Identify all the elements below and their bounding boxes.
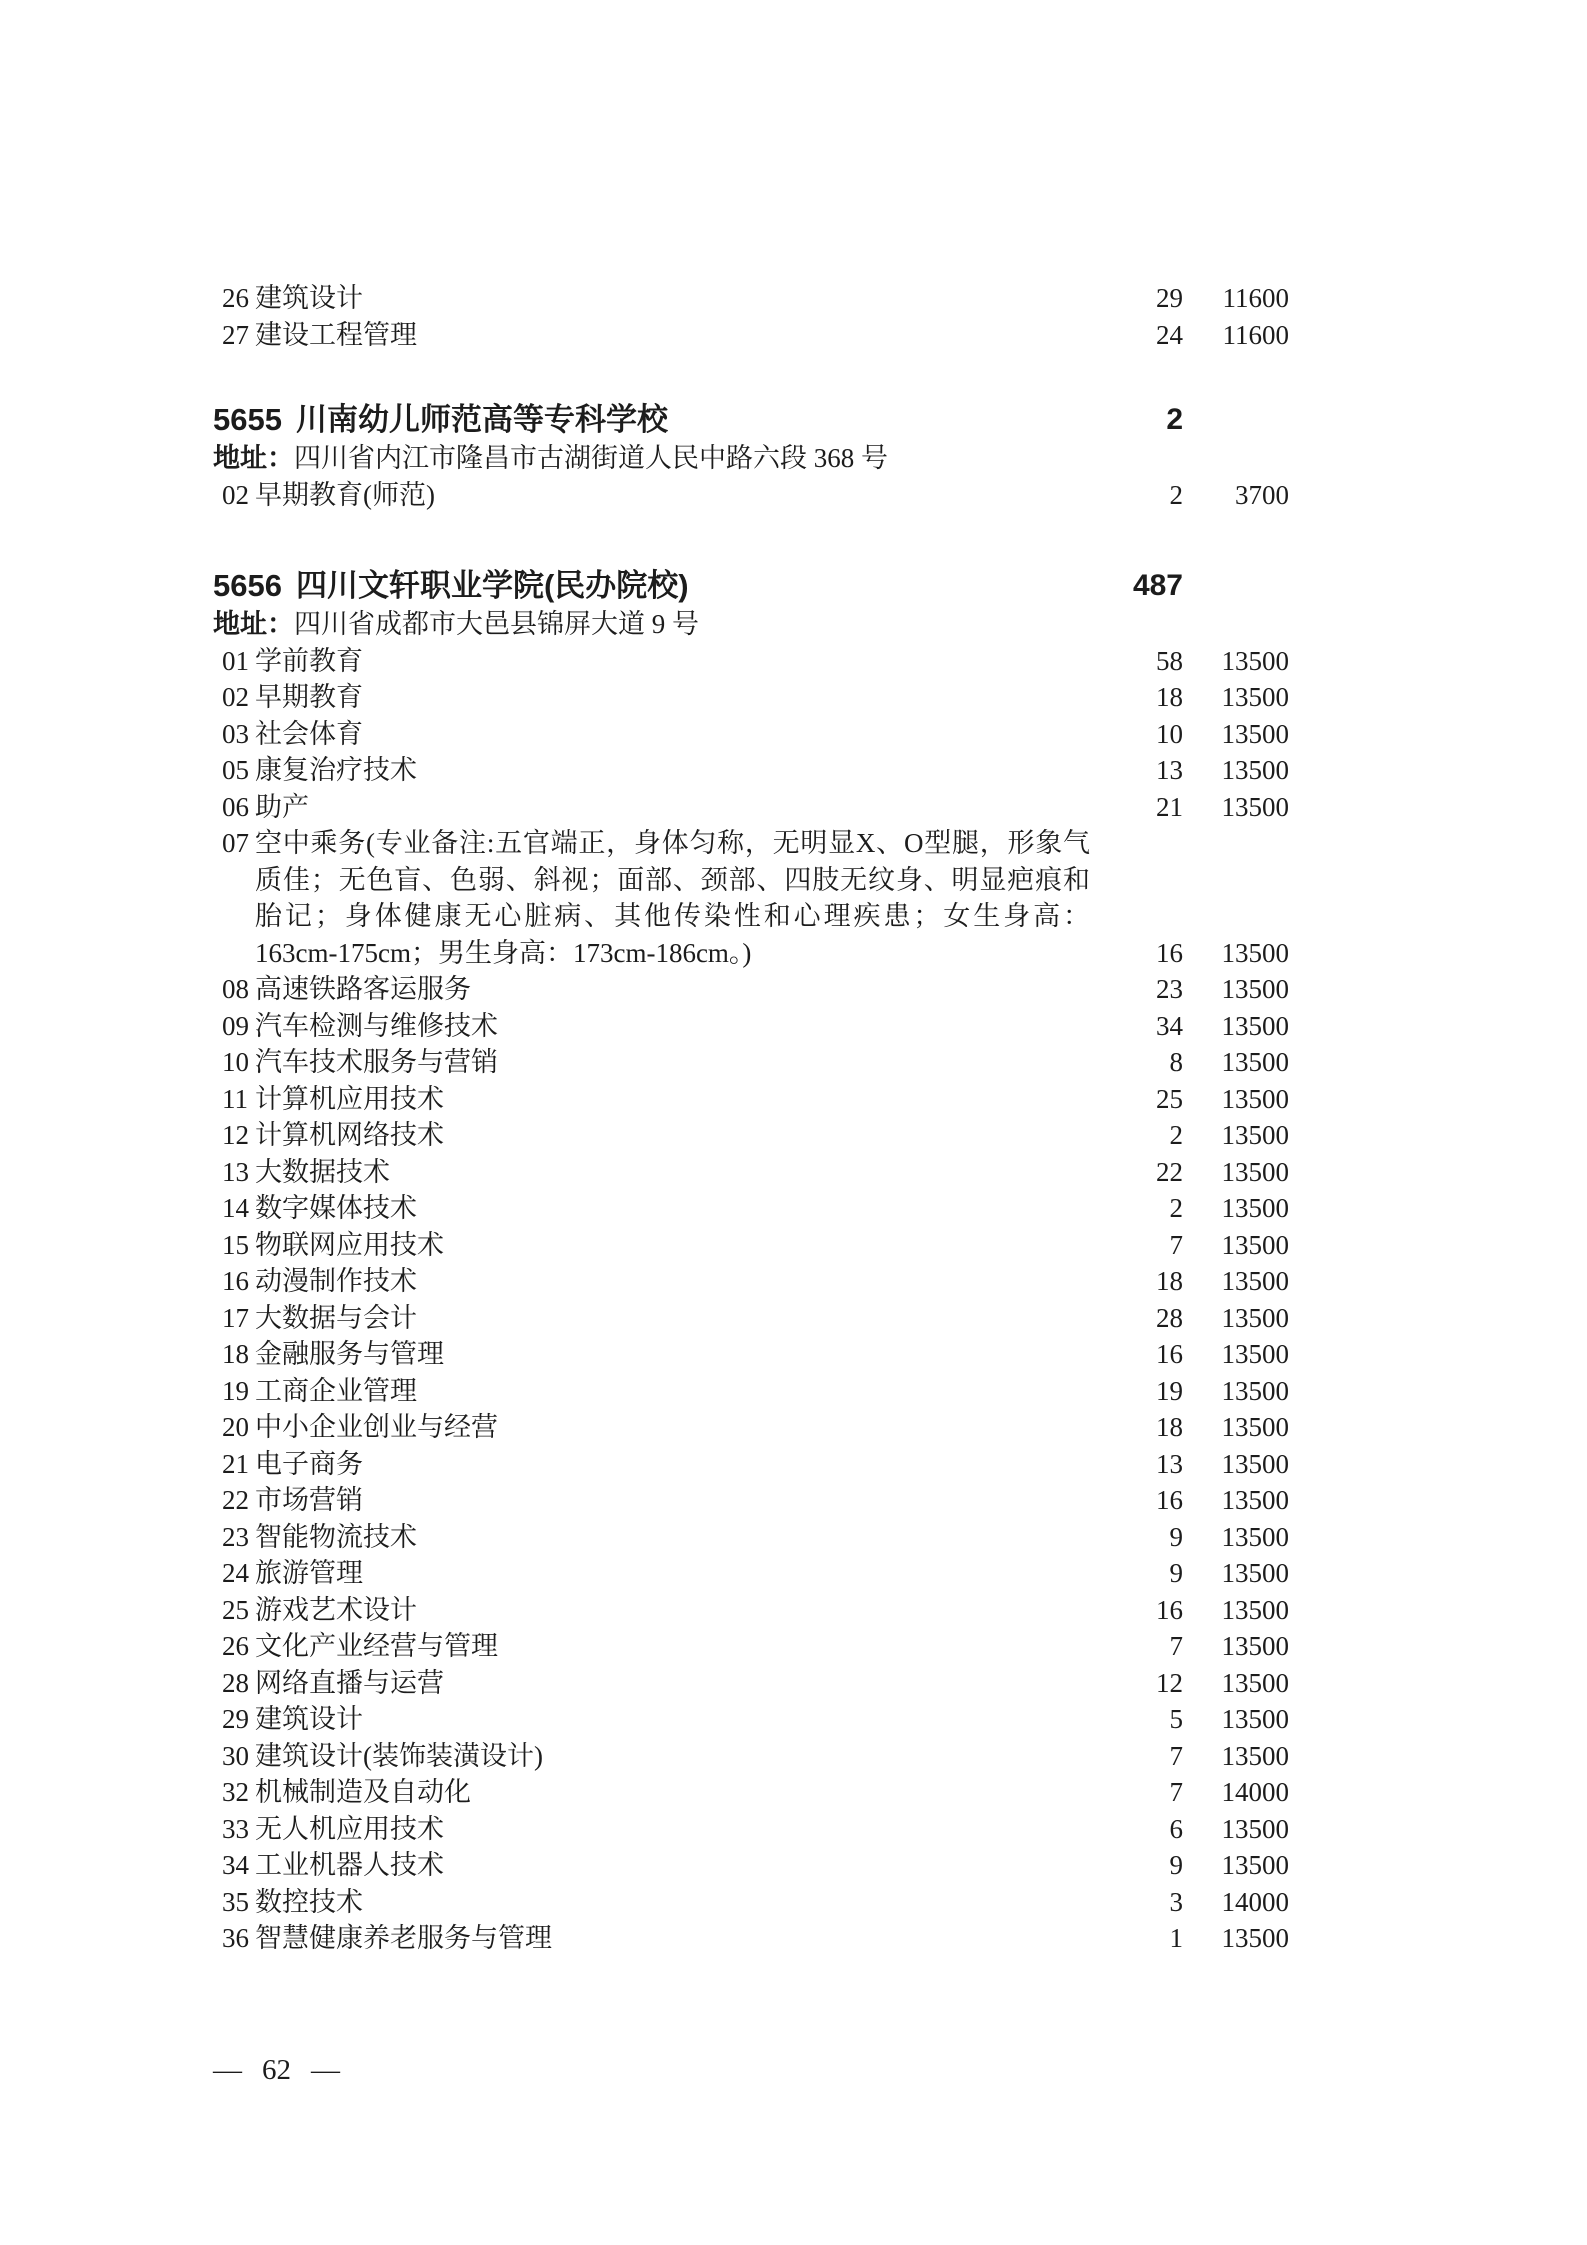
major-plan-count: 2	[1169, 479, 1183, 510]
footer-dash-left: —	[213, 2054, 242, 2086]
school-title	[213, 566, 1133, 606]
major-row	[0, 317, 1587, 354]
major-tuition-fee: 13500	[1221, 1083, 1289, 1114]
major-plan-count: 24	[1156, 319, 1183, 350]
major-plan-count: 18	[1156, 1412, 1183, 1442]
major-code: 08	[222, 974, 249, 1004]
major-row	[0, 1373, 1587, 1410]
school-address-line	[0, 606, 1587, 643]
major-row	[0, 1774, 1587, 1811]
address-text: 四川省成都市大邑县锦屏大道 9 号	[294, 609, 699, 639]
page-number: 62	[262, 2054, 291, 2086]
major-row	[0, 477, 1587, 514]
school-code: 5655	[213, 402, 282, 437]
major-row	[0, 789, 1587, 826]
major-name: 空中乘务(专业备注:五官端正，身体匀称，无明显X、O型腿，形象气质佳；无色盲、色弱、斜视；面部、颈部、四肢无纹身、明显疤痕和胎记；身体健康无心脏病、其他传染性和心理疾患；女生身高：163cm-175cm；男生身高：173cm-186cm。)	[255, 828, 1090, 968]
major-row	[0, 280, 1587, 317]
major-row	[0, 1117, 1587, 1154]
major-row	[0, 1154, 1587, 1191]
major-name: 建筑设计	[255, 1704, 363, 1734]
major-name: 建筑设计	[255, 283, 363, 313]
majors-list	[0, 643, 1587, 1957]
major-tuition-fee: 13500	[1221, 937, 1289, 968]
major-plan-count: 5	[1169, 1704, 1183, 1734]
school-code: 5656	[213, 568, 282, 603]
address-label: 地址：	[213, 609, 294, 639]
major-name: 社会体育	[255, 718, 363, 749]
school-name: 川南幼儿师范高等专科学校	[295, 402, 668, 437]
major-tuition-fee: 14000	[1221, 1777, 1289, 1807]
major-tuition-fee: 13500	[1221, 1813, 1289, 1844]
major-tuition-fee: 13500	[1221, 1156, 1289, 1187]
major-row	[0, 679, 1587, 716]
major-tuition-fee: 13500	[1221, 682, 1289, 712]
major-tuition-fee: 13500	[1221, 1302, 1289, 1333]
major-row	[0, 1701, 1587, 1738]
school-name: 四川文轩职业学院(民办院校)	[295, 568, 689, 603]
major-code: 18	[222, 1339, 249, 1369]
major-code: 25	[222, 1594, 249, 1625]
major-code: 10	[222, 1047, 249, 1077]
major-name: 金融服务与管理	[255, 1339, 444, 1369]
major-name: 助产	[255, 791, 309, 822]
major-code: 26	[222, 283, 249, 313]
major-name: 计算机网络技术	[255, 1120, 444, 1150]
major-row	[0, 1884, 1587, 1921]
major-row	[0, 1920, 1587, 1957]
major-name: 无人机应用技术	[255, 1813, 444, 1844]
major-code: 13	[222, 1156, 249, 1187]
major-plan-count: 8	[1169, 1047, 1183, 1077]
major-name: 旅游管理	[255, 1558, 363, 1588]
major-code: 22	[222, 1485, 249, 1515]
major-plan-count: 18	[1156, 1266, 1183, 1296]
major-tuition-fee: 13500	[1221, 791, 1289, 822]
footer-dash-right: —	[311, 2054, 340, 2086]
major-name: 物联网应用技术	[255, 1229, 444, 1260]
major-plan-count: 58	[1156, 645, 1183, 676]
major-name: 游戏艺术设计	[255, 1594, 417, 1625]
major-name: 汽车检测与维修技术	[255, 1010, 498, 1041]
major-plan-count: 18	[1156, 682, 1183, 712]
school-header	[0, 400, 1587, 440]
major-plan-count: 7	[1169, 1229, 1183, 1260]
major-plan-count: 7	[1169, 1777, 1183, 1807]
major-name: 大数据技术	[255, 1156, 390, 1187]
school-block-5655	[0, 400, 1587, 513]
major-tuition-fee: 13500	[1221, 1594, 1289, 1625]
major-code: 28	[222, 1667, 249, 1698]
major-plan-count: 29	[1156, 283, 1183, 313]
major-row	[0, 1409, 1587, 1446]
major-row	[0, 1190, 1587, 1227]
major-row	[0, 1044, 1587, 1081]
major-name: 建筑设计(装饰装潢设计)	[255, 1740, 543, 1771]
major-plan-count: 7	[1169, 1740, 1183, 1771]
major-plan-count: 16	[1156, 1594, 1183, 1625]
major-code: 24	[222, 1558, 249, 1588]
major-plan-count: 13	[1156, 1448, 1183, 1479]
major-code: 35	[222, 1886, 249, 1917]
major-plan-count: 9	[1169, 1558, 1183, 1588]
major-tuition-fee: 13500	[1221, 1120, 1289, 1150]
major-tuition-fee: 11600	[1222, 319, 1289, 350]
major-row	[0, 1336, 1587, 1373]
continued-majors-list	[0, 280, 1587, 353]
major-row	[0, 1811, 1587, 1848]
major-plan-count: 16	[1156, 1485, 1183, 1515]
major-code: 33	[222, 1813, 249, 1844]
major-name: 大数据与会计	[255, 1302, 417, 1333]
major-tuition-fee: 13500	[1221, 718, 1289, 749]
major-row	[0, 1847, 1587, 1884]
major-tuition-fee: 13500	[1221, 1850, 1289, 1880]
major-row	[0, 716, 1587, 753]
major-code: 36	[222, 1923, 249, 1953]
major-tuition-fee: 13500	[1221, 1448, 1289, 1479]
major-row	[0, 1738, 1587, 1775]
address-text: 四川省内江市隆昌市古湖街道人民中路六段 368 号	[294, 443, 888, 473]
major-name: 机械制造及自动化	[255, 1777, 471, 1807]
major-name: 学前教育	[255, 645, 363, 676]
major-name: 网络直播与运营	[255, 1667, 444, 1698]
major-name: 智能物流技术	[255, 1521, 417, 1552]
major-name: 汽车技术服务与营销	[255, 1047, 498, 1077]
major-plan-count: 22	[1156, 1156, 1183, 1187]
major-code: 30	[222, 1740, 249, 1771]
major-code: 21	[222, 1448, 249, 1479]
major-tuition-fee: 13500	[1221, 974, 1289, 1004]
major-code: 34	[222, 1850, 249, 1880]
major-plan-count: 9	[1169, 1850, 1183, 1880]
major-row	[0, 752, 1587, 789]
major-tuition-fee: 13500	[1221, 1521, 1289, 1552]
major-name: 数字媒体技术	[255, 1193, 417, 1223]
major-code: 23	[222, 1521, 249, 1552]
major-tuition-fee: 11600	[1222, 283, 1289, 313]
major-code: 15	[222, 1229, 249, 1260]
school-header	[0, 566, 1587, 606]
major-plan-count: 28	[1156, 1302, 1183, 1333]
major-plan-count: 13	[1156, 755, 1183, 785]
major-name: 建设工程管理	[255, 319, 417, 350]
major-row	[0, 1300, 1587, 1337]
major-plan-count: 25	[1156, 1083, 1183, 1114]
major-code: 32	[222, 1777, 249, 1807]
major-name: 工商企业管理	[255, 1375, 417, 1406]
major-row	[0, 1008, 1587, 1045]
major-tuition-fee: 13500	[1221, 1631, 1289, 1661]
major-tuition-fee: 13500	[1221, 1558, 1289, 1588]
school-block-5656	[0, 566, 1587, 1957]
page-footer	[213, 2052, 340, 2088]
major-code: 03	[222, 718, 249, 749]
major-plan-count: 16	[1156, 1339, 1183, 1369]
major-tuition-fee: 13500	[1221, 645, 1289, 676]
school-total-plan: 487	[1132, 569, 1183, 602]
major-plan-count: 10	[1156, 718, 1183, 749]
major-tuition-fee: 13500	[1221, 1010, 1289, 1041]
major-row	[0, 1665, 1587, 1702]
school-address-line	[0, 440, 1587, 477]
major-plan-count: 16	[1156, 937, 1183, 968]
major-code: 01	[222, 645, 249, 676]
major-name: 计算机应用技术	[255, 1083, 444, 1114]
major-name: 早期教育(师范)	[255, 479, 435, 510]
major-plan-count: 3	[1169, 1886, 1183, 1917]
major-row	[0, 971, 1587, 1008]
major-tuition-fee: 13500	[1221, 1193, 1289, 1223]
major-name: 中小企业创业与经营	[255, 1412, 498, 1442]
major-tuition-fee: 13500	[1221, 755, 1289, 785]
major-row	[0, 1227, 1587, 1264]
school-total-plan: 2	[1166, 403, 1183, 436]
major-name: 数控技术	[255, 1886, 363, 1917]
major-tuition-fee: 13500	[1221, 1229, 1289, 1260]
major-code: 26	[222, 1631, 249, 1661]
major-code: 20	[222, 1412, 249, 1442]
major-row	[0, 1482, 1587, 1519]
major-name: 工业机器人技术	[255, 1850, 444, 1880]
major-tuition-fee: 13500	[1221, 1485, 1289, 1515]
major-code: 05	[222, 755, 249, 785]
major-plan-count: 6	[1169, 1813, 1183, 1844]
major-code: 29	[222, 1704, 249, 1734]
major-name: 早期教育	[255, 682, 363, 712]
major-code: 19	[222, 1375, 249, 1406]
major-code: 06	[222, 791, 249, 822]
major-row	[0, 1628, 1587, 1665]
major-plan-count: 9	[1169, 1521, 1183, 1552]
major-tuition-fee: 13500	[1221, 1740, 1289, 1771]
majors-list	[0, 477, 1587, 514]
major-code: 11	[222, 1083, 248, 1114]
major-row	[0, 1081, 1587, 1118]
major-code: 27	[222, 319, 249, 350]
school-title	[213, 400, 1166, 440]
major-name: 康复治疗技术	[255, 755, 417, 785]
major-plan-count: 21	[1156, 791, 1183, 822]
major-row	[0, 1446, 1587, 1483]
major-code: 09	[222, 1010, 249, 1041]
major-plan-count: 2	[1169, 1120, 1183, 1150]
major-code: 14	[222, 1193, 249, 1223]
major-code: 12	[222, 1120, 249, 1150]
major-code: 02	[222, 682, 249, 712]
major-name: 智慧健康养老服务与管理	[255, 1923, 552, 1953]
major-tuition-fee: 13500	[1221, 1667, 1289, 1698]
major-tuition-fee: 13500	[1221, 1412, 1289, 1442]
major-plan-count: 1	[1169, 1923, 1183, 1953]
major-tuition-fee: 13500	[1221, 1923, 1289, 1953]
major-row	[0, 1592, 1587, 1629]
major-plan-count: 2	[1169, 1193, 1183, 1223]
major-tuition-fee: 13500	[1221, 1704, 1289, 1734]
major-name: 动漫制作技术	[255, 1266, 417, 1296]
major-plan-count: 34	[1156, 1010, 1183, 1041]
major-tuition-fee: 14000	[1221, 1886, 1289, 1917]
major-tuition-fee: 13500	[1221, 1266, 1289, 1296]
major-name: 电子商务	[255, 1448, 363, 1479]
major-code: 16	[222, 1266, 249, 1296]
major-tuition-fee: 13500	[1221, 1047, 1289, 1077]
address-label: 地址：	[213, 443, 294, 473]
major-row	[0, 1263, 1587, 1300]
major-plan-count: 19	[1156, 1375, 1183, 1406]
major-code: 02	[222, 479, 249, 510]
major-name: 文化产业经营与管理	[255, 1631, 498, 1661]
major-tuition-fee: 3700	[1235, 479, 1289, 510]
major-row	[0, 825, 1587, 971]
major-name: 市场营销	[255, 1485, 363, 1515]
major-plan-count: 23	[1156, 974, 1183, 1004]
major-name: 高速铁路客运服务	[255, 974, 471, 1004]
major-row	[0, 643, 1587, 680]
major-row	[0, 1519, 1587, 1556]
major-plan-count: 12	[1156, 1667, 1183, 1698]
major-row	[0, 1555, 1587, 1592]
major-tuition-fee: 13500	[1221, 1339, 1289, 1369]
major-code: 07	[222, 828, 249, 858]
major-code: 17	[222, 1302, 249, 1333]
major-tuition-fee: 13500	[1221, 1375, 1289, 1406]
major-plan-count: 7	[1169, 1631, 1183, 1661]
